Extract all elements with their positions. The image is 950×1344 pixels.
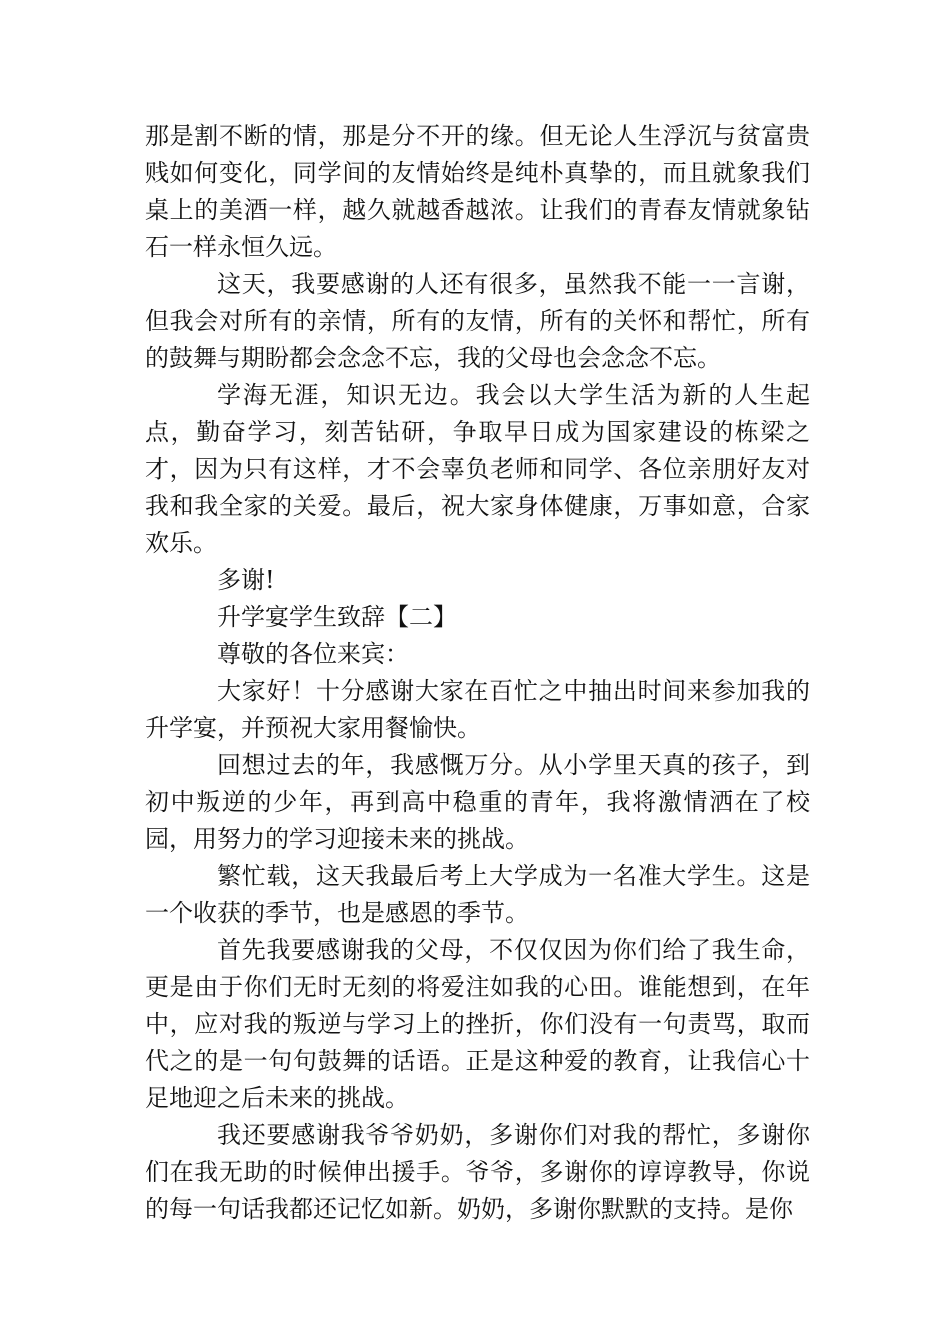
paragraph-8: 回想过去的年，我感慨万分。从小学里天真的孩子，到初中叛逆的少年，再到高中稳重的青年，我将激情洒在了校园，用努力的学习迎接未来的挑战。: [145, 751, 810, 853]
paragraph-2: 这天，我要感谢的人还有很多，虽然我不能一一言谢，但我会对所有的亲情，所有的友情，所有的关怀和帮忙，所有的鼓舞与期盼都会念念不忘，我的父母也会念念不忘。: [145, 270, 810, 372]
section-heading: 升学宴学生致辞【二】: [217, 603, 457, 631]
paragraph-9: 繁忙载，这天我最后考上大学成为一名准大学生。这是一个收获的季节，也是感恩的季节。: [145, 862, 810, 927]
paragraph-7: 大家好！十分感谢大家在百忙之中抽出时间来参加我的升学宴，并预祝大家用餐愉快。: [145, 677, 810, 742]
paragraph-4: 多谢!: [217, 566, 275, 594]
paragraph-1: 那是割不断的情，那是分不开的缘。但无论人生浮沉与贫富贵贱如何变化，同学间的友情始终是纯朴真挚的，而且就象我们桌上的美酒一样，越久就越香越浓。让我们的青春友情就象钻石一样永恒久远。: [145, 122, 810, 261]
paragraph-11: 我还要感谢我爷爷奶奶，多谢你们对我的帮忙，多谢你们在我无助的时候伸出援手。爷爷，多谢你的谆谆教导，你说的每一句话我都还记忆如新。奶奶，多谢你默默的支持。是你: [145, 1121, 810, 1223]
paragraph-10: 首先我要感谢我的父母，不仅仅因为你们给了我生命，更是由于你们无时无刻的将爱注如我的心田。谁能想到，在年中，应对我的叛逆与学习上的挫折，你们没有一句责骂，取而代之的是一句句鼓舞的话语。正是这种爱的教育，让我信心十足地迎之后未来的挑战。: [145, 936, 810, 1112]
salutation: 尊敬的各位来宾：: [217, 640, 409, 668]
paragraph-3: 学海无涯，知识无边。我会以大学生活为新的人生起点，勤奋学习，刻苦钻研，争取早日成为国家建设的栋梁之才，因为只有这样，才不会辜负老师和同学、各位亲朋好友对我和我全家的关爱。最后，祝大家身体健康，万事如意，合家欢乐。: [145, 381, 810, 557]
document-body: [145, 118, 810, 1228]
